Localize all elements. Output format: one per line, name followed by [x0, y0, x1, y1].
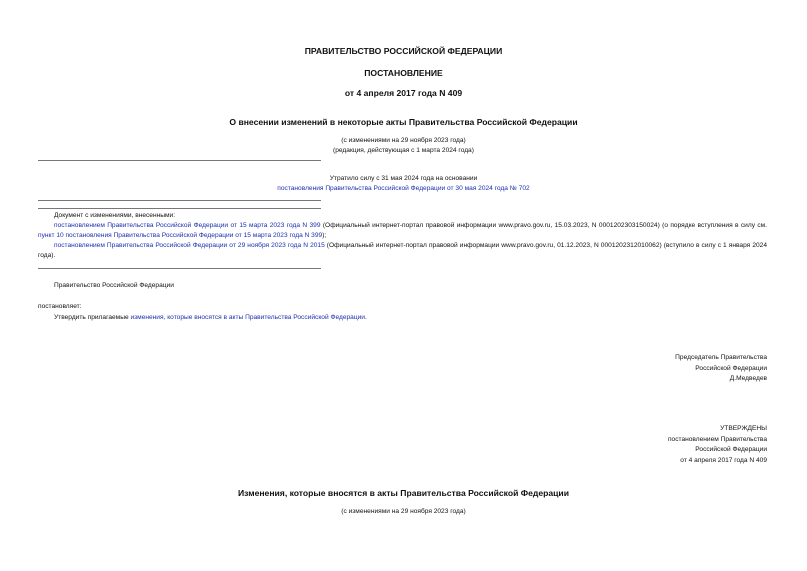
- approved-line-2: постановлением Правительства: [667, 435, 767, 443]
- change-item-1-end: );: [322, 232, 327, 240]
- signature-line-2: Российской Федерации: [695, 364, 767, 372]
- change-item-2-text: (Официальный интернет-портал правовой информации www.pravo.gov.ru, 01.12.2023, N 0001202312010062) (вступило в силу с 1 января 2024 года).: [38, 242, 767, 260]
- title-amended: (с изменениями на 29 ноября 2023 года): [341, 137, 466, 144]
- approved-line-3: Российской Федерации: [695, 446, 767, 454]
- change-item-2: [38, 241, 767, 261]
- divider: [38, 208, 321, 209]
- signature-line-1: Председатель Правительства: [675, 354, 767, 361]
- change-item-1-text: (Официальный интернет-портал правовой информации www.pravo.gov.ru, 15.03.2023, N 0001202303150024) (о порядке вступления в силу см.: [320, 222, 767, 229]
- document-title: О внесении изменений в некоторые акты Правительства Российской Федерации: [229, 117, 578, 127]
- change-item-1-link[interactable]: постановлением Правительства Российской Федерации от 15 марта 2023 года N 399: [54, 222, 321, 229]
- signature-line-3: Д.Медведев: [729, 375, 767, 383]
- body-resolves: постановляет:: [38, 303, 82, 310]
- header-date-number: от 4 апреля 2017 года N 409: [344, 88, 463, 98]
- body-approve: [54, 313, 367, 323]
- divider: [38, 200, 321, 201]
- change-item-1: [38, 221, 767, 241]
- annex-amended: (с изменениями на 29 ноября 2023 года): [341, 508, 466, 515]
- title-edition: (редакция, действующая с 1 марта 2024 года): [333, 147, 474, 154]
- divider: [38, 268, 321, 269]
- approved-line-4: от 4 апреля 2017 года N 409: [680, 456, 767, 464]
- approve-text: Утвердить прилагаемые: [54, 314, 131, 321]
- header-org: ПРАВИТЕЛЬСТВО РОССИЙСКОЙ ФЕДЕРАЦИИ: [304, 46, 503, 56]
- divider: [38, 160, 321, 161]
- approve-link[interactable]: изменения, которые вносятся в акты Правительства Российской Федерации: [130, 314, 365, 321]
- approved-block: [668, 424, 767, 466]
- annex-title: Изменения, которые вносятся в акты Правительства Российской Федерации: [237, 488, 569, 498]
- body-government: Правительство Российской Федерации: [54, 282, 174, 289]
- approved-line-1: УТВЕРЖДЕНЫ: [720, 425, 767, 432]
- changes-intro: Документ с изменениями, внесенными:: [54, 212, 176, 219]
- header-doc-type: ПОСТАНОВЛЕНИЕ: [364, 68, 443, 78]
- approve-end: .: [364, 314, 367, 321]
- expired-link[interactable]: постановления Правительства Российской Федерации от 30 мая 2024 года № 702: [277, 185, 530, 192]
- signature-block: [675, 353, 767, 385]
- expired-text: Утратило силу с 31 мая 2024 года на основании: [329, 175, 478, 182]
- change-item-1-link2[interactable]: пункт 10 постановления Правительства Российской Федерации от 15 марта 2023 года N 399: [38, 232, 323, 240]
- change-item-2-link[interactable]: постановлением Правительства Российской Федерации от 29 ноября 2023 года N 2015: [54, 242, 325, 249]
